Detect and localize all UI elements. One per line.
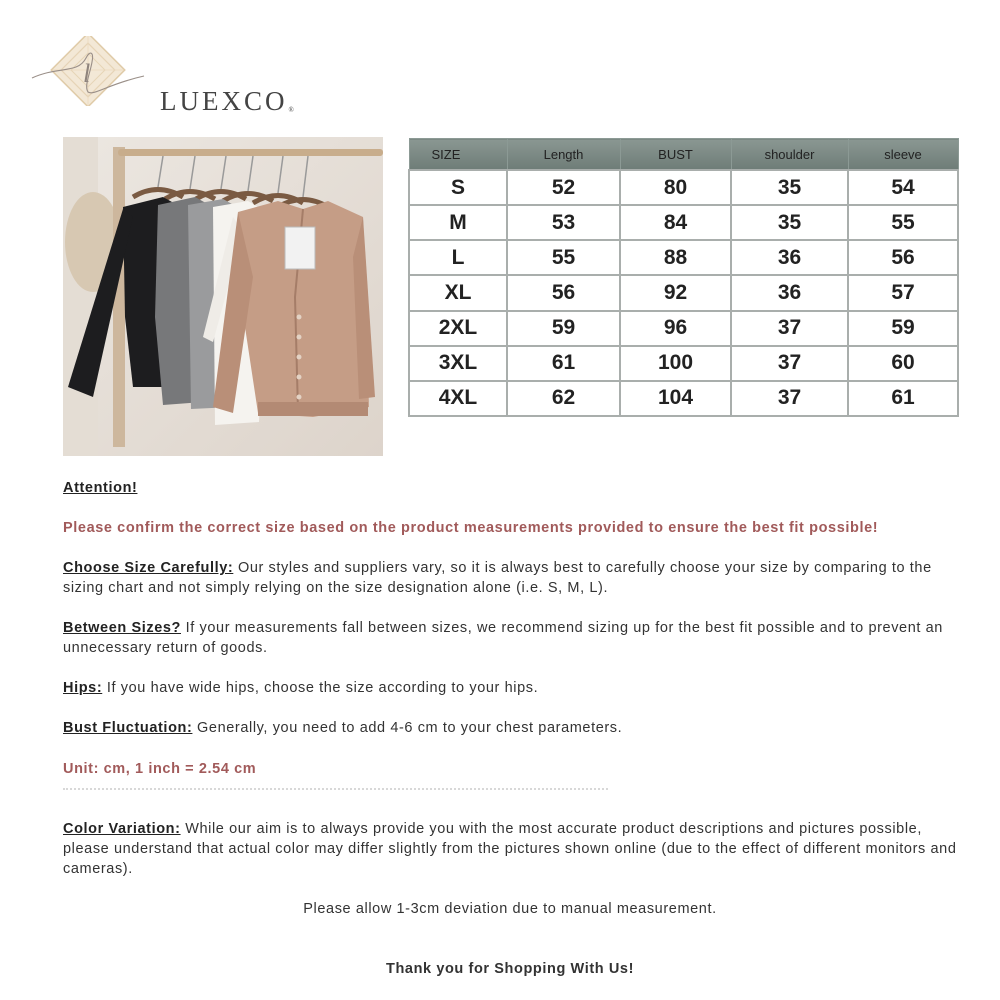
table-row [409,346,958,381]
color-variation-label: Color Variation: [63,821,181,837]
size-cell: M [409,205,507,240]
unit-note: Unit: cm, 1 inch = 2.54 cm [63,761,257,777]
length-cell: 61 [507,346,620,381]
bust-fluctuation-paragraph [63,718,963,738]
color-variation-text: While our aim is to always provide you with the most accurate product descriptions and pictures possible, please understand that actual color may differ slightly from the pictures shown online (due to the effect of different monitors and cameras). [63,821,957,877]
shoulder-cell: 36 [731,275,848,310]
sleeve-cell: 54 [848,170,958,205]
shoulder-cell: 37 [731,381,848,416]
table-row [409,311,958,346]
confirm-size-notice: Please confirm the correct size based on the product measurements provided to ensure the best fit possible! [63,520,879,536]
choose-size-text: Our styles and suppliers vary, so it is always best to carefully choose your size by comparing to the sizing chart and not simply relying on the size designation alone (i.e. S, M, L). [63,560,932,596]
bust-cell: 104 [620,381,731,416]
hips-label: Hips: [63,680,103,696]
bust-cell: 96 [620,311,731,346]
hips-text: If you have wide hips, choose the size according to your hips. [102,680,539,696]
size-cell: 2XL [409,311,507,346]
between-sizes-paragraph [63,618,963,658]
sleeve-cell: 60 [848,346,958,381]
choose-size-label: Choose Size Carefully: [63,560,234,576]
sleeve-cell: 57 [848,275,958,310]
header-size: SIZE [409,139,507,171]
sleeve-cell: 61 [848,381,958,416]
logo-letter: l [83,59,91,88]
sleeve-cell: 59 [848,311,958,346]
length-cell: 53 [507,205,620,240]
bust-fluctuation-label: Bust Fluctuation: [63,720,193,736]
bust-cell: 100 [620,346,731,381]
length-cell: 59 [507,311,620,346]
brand-name: LUEXCO® [160,86,294,116]
length-cell: 62 [507,381,620,416]
dotted-divider [63,788,608,790]
between-sizes-text: If your measurements fall between sizes, we recommend sizing up for the best fit possible and to prevent an unnecessary return of goods. [63,620,943,656]
bust-fluctuation-text: Generally, you need to add 4-6 cm to your chest parameters. [192,720,623,736]
size-chart-header-row [409,139,958,171]
bust-cell: 80 [620,170,731,205]
deviation-note: Please allow 1-3cm deviation due to manual measurement. [303,901,717,917]
table-row [409,381,958,416]
price-tag [285,227,315,269]
table-row [409,275,958,310]
size-chart-table [408,138,959,417]
shoulder-cell: 37 [731,311,848,346]
product-photo [63,137,383,456]
size-cell: S [409,170,507,205]
logo-mark-icon [28,36,148,106]
table-row [409,240,958,275]
header-bust: BUST [620,139,731,171]
header-length: Length [507,139,620,171]
table-row [409,205,958,240]
brand-logo [28,36,298,116]
size-cell: 4XL [409,381,507,416]
rack-rail [118,149,383,156]
sleeve-cell: 56 [848,240,958,275]
between-sizes-label: Between Sizes? [63,620,181,636]
thank-you-message: Thank you for Shopping With Us! [385,961,635,977]
choose-size-paragraph [63,558,963,598]
table-row [409,170,958,205]
size-cell: XL [409,275,507,310]
size-cell: 3XL [409,346,507,381]
header-sleeve: sleeve [848,139,958,171]
header-shoulder: shoulder [731,139,848,171]
bust-cell: 88 [620,240,731,275]
size-cell: L [409,240,507,275]
color-variation-paragraph [63,819,963,879]
length-cell: 56 [507,275,620,310]
shoulder-cell: 36 [731,240,848,275]
length-cell: 52 [507,170,620,205]
shoulder-cell: 37 [731,346,848,381]
sleeve-cell: 55 [848,205,958,240]
shoulder-cell: 35 [731,205,848,240]
bust-cell: 92 [620,275,731,310]
attention-heading: Attention! [63,480,138,496]
hips-paragraph [63,678,963,698]
bust-cell: 84 [620,205,731,240]
length-cell: 55 [507,240,620,275]
shoulder-cell: 35 [731,170,848,205]
